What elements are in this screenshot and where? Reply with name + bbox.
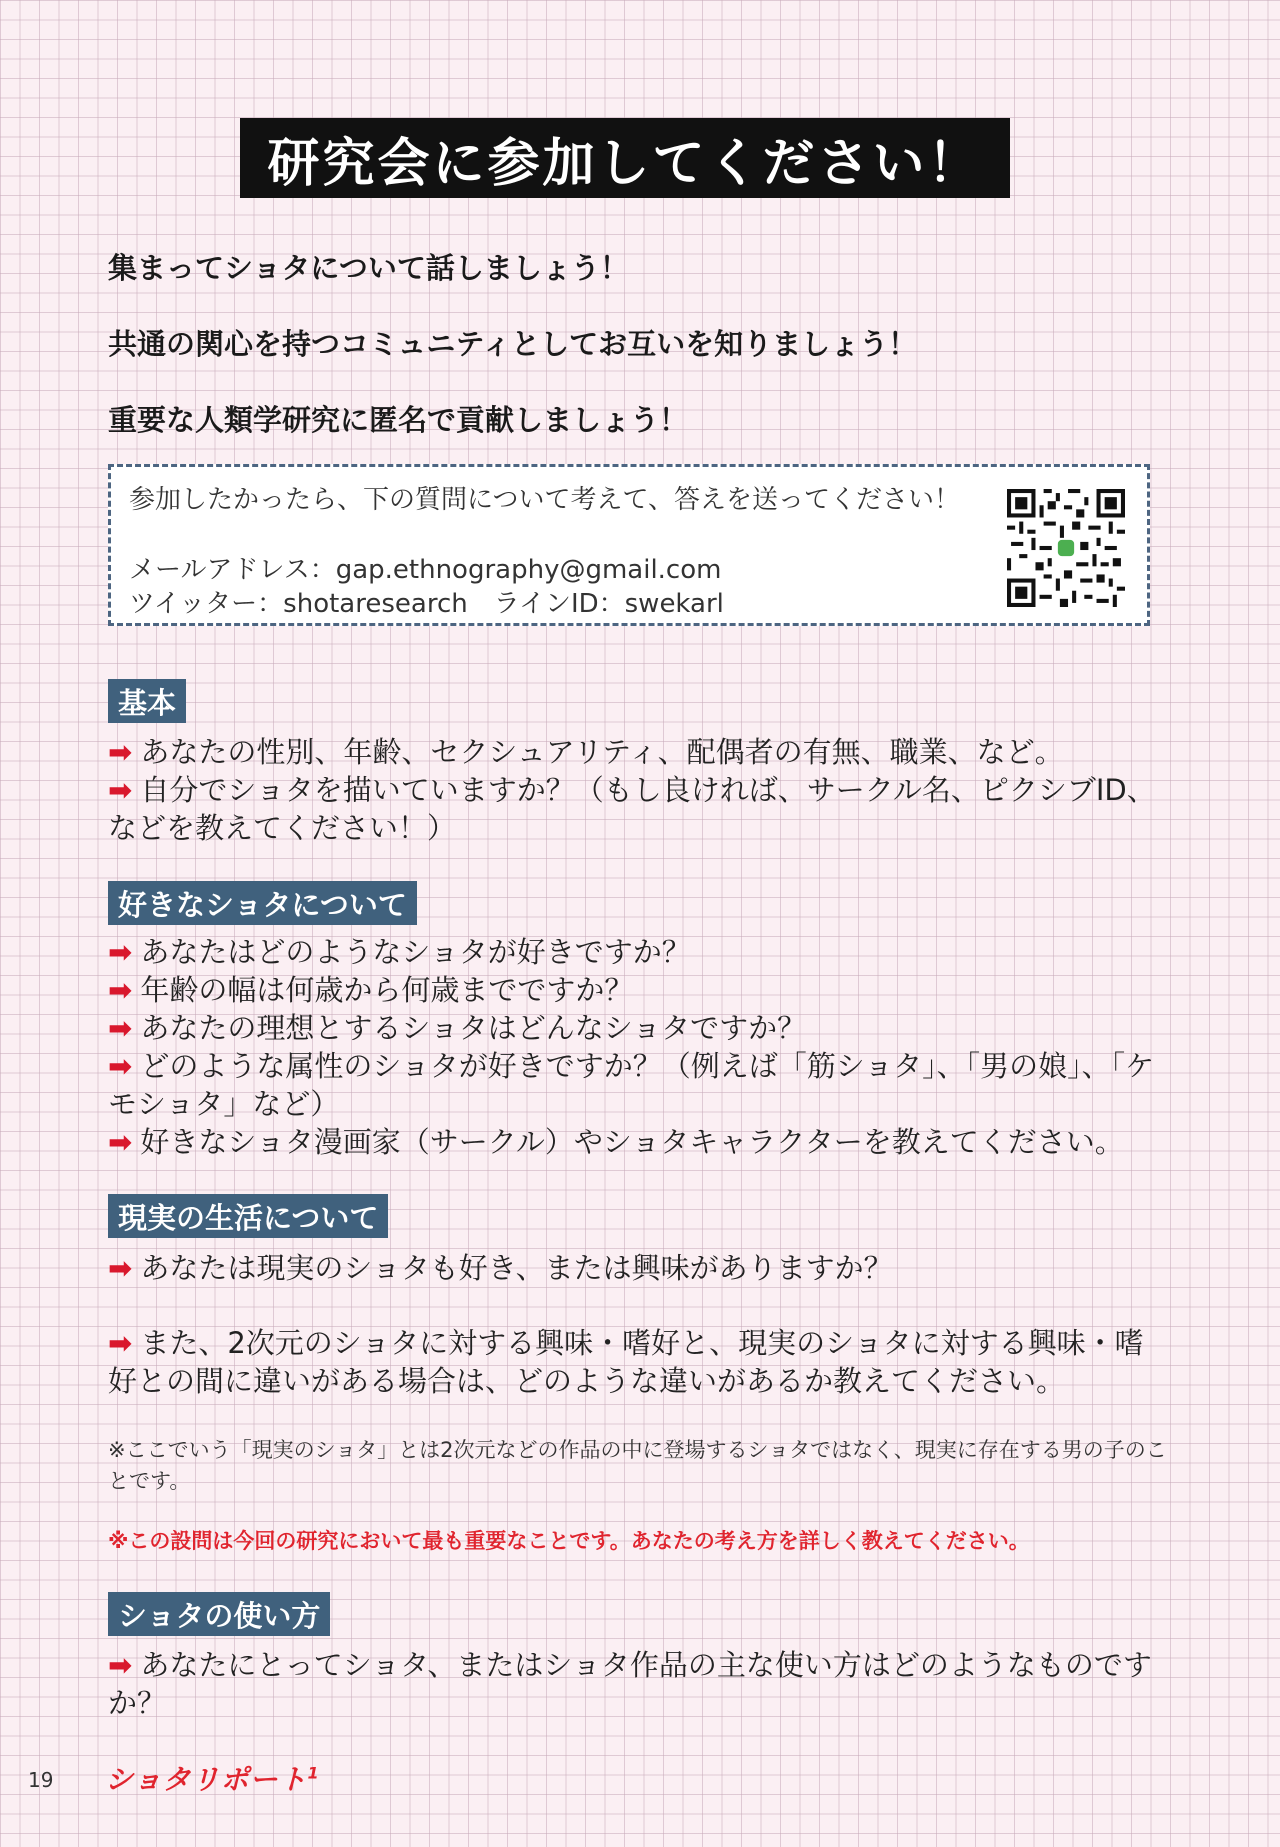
- note-important: ※この設問は今回の研究において最も重要なことです。あなたの考え方を詳しく教えてください。: [108, 1529, 1030, 1553]
- question-reallife-2: ➡ また、2次元のショタに対する興味・嗜好と、現実のショタに対する興味・嗜好との間に違いがある場合は、どのような違いがあるか教えてください。: [108, 1326, 1144, 1398]
- question-basic-2: ➡ 自分でショタを描いていますか？（もし良ければ、サークル名、ピクシブID、などを教えてください！）: [108, 773, 1156, 845]
- contact-twitter-line[interactable]: ツイッター：shotaresearch ラインID：swekarl: [129, 589, 724, 619]
- question-favorite-2: ➡ 年齢の幅は何歳から何歳までですか？: [108, 973, 634, 1007]
- arrow-icon: ➡: [108, 773, 133, 807]
- arrow-icon: ➡: [108, 735, 133, 769]
- arrow-icon: ➡: [108, 1011, 133, 1045]
- intro-line-1: 集まってショタについて話しましょう！: [108, 251, 629, 285]
- question-reallife-1: ➡ あなたは現実のショタも好き、または興味がありますか？: [108, 1251, 893, 1285]
- arrow-icon: ➡: [108, 1648, 133, 1682]
- section-heading-favorite: 好きなショタについて: [108, 881, 417, 925]
- section-heading-basic: 基本: [108, 679, 186, 723]
- arrow-icon: ➡: [108, 1125, 133, 1159]
- section-heading-usage: ショタの使い方: [108, 1592, 330, 1636]
- contact-box: [108, 464, 1150, 626]
- arrow-icon: ➡: [108, 1251, 133, 1285]
- question-favorite-4: ➡ どのような属性のショタが好きですか？（例えば「筋ショタ」、「男の娘」、「ケモショタ」など）: [108, 1049, 1155, 1121]
- contact-lead: 参加したかったら、下の質問について考えて、答えを送ってください！: [129, 485, 960, 515]
- page-title: 研究会に参加してください！: [240, 118, 1010, 198]
- question-favorite-3: ➡ あなたの理想とするショタはどんなショタですか？: [108, 1011, 807, 1045]
- qr-code-icon: [1007, 489, 1125, 607]
- section-heading-reallife: 現実の生活について: [108, 1194, 388, 1238]
- question-favorite-1: ➡ あなたはどのようなショタが好きですか？: [108, 935, 691, 969]
- arrow-icon: ➡: [108, 1049, 133, 1083]
- intro-line-2: 共通の関心を持つコミュニティとしてお互いを知りましょう！: [108, 327, 918, 361]
- intro-line-3: 重要な人類学研究に匿名で貢献しましょう！: [108, 403, 689, 437]
- question-basic-1: ➡ あなたの性別、年齢、セクシュアリティ、配偶者の有無、職業、など。: [108, 735, 1064, 769]
- page-number: 19: [28, 1768, 54, 1792]
- contact-email[interactable]: メールアドレス：gap.ethnography@gmail.com: [129, 555, 722, 585]
- arrow-icon: ➡: [108, 935, 133, 969]
- arrow-icon: ➡: [108, 973, 133, 1007]
- question-usage-1: ➡ あなたにとってショタ、またはショタ作品の主な使い方はどのようなものですか？: [108, 1648, 1152, 1720]
- note-reallife: ※ここでいう「現実のショタ」とは2次元などの作品の中に登場するショタではなく、現実に存在する男の子のことです。: [108, 1438, 1167, 1493]
- question-favorite-5: ➡ 好きなショタ漫画家（サークル）やショタキャラクターを教えてください。: [108, 1125, 1124, 1159]
- arrow-icon: ➡: [108, 1326, 133, 1360]
- footer-logo: ショタリポート$^1$: [105, 1763, 320, 1796]
